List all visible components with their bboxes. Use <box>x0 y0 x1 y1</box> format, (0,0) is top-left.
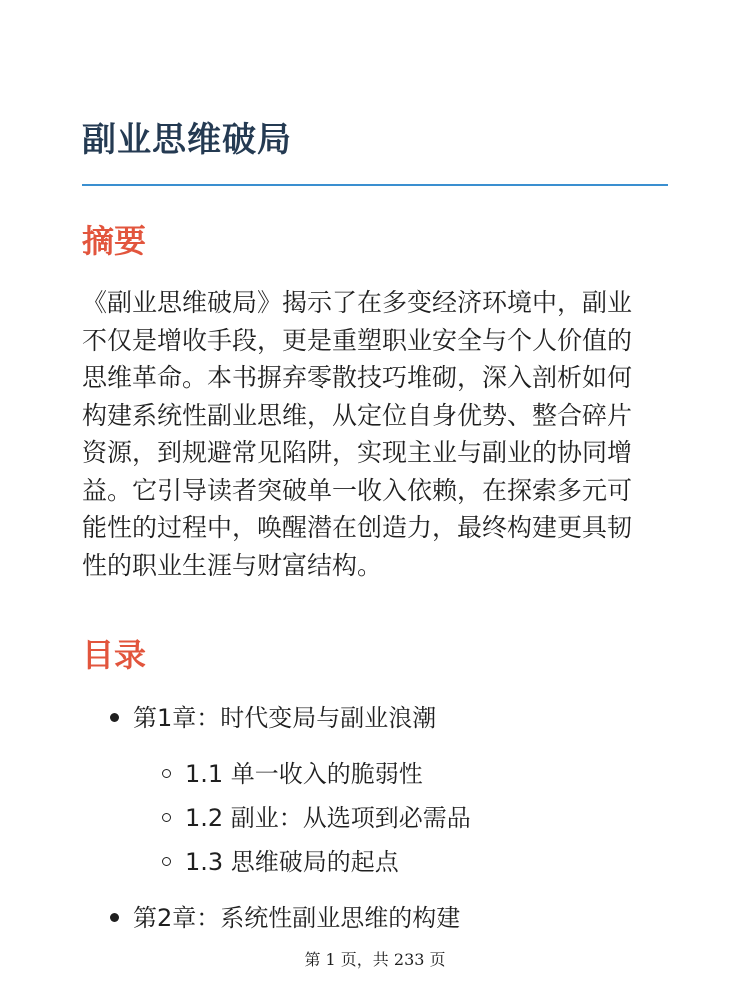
hollow-bullet-icon <box>162 769 171 778</box>
toc-section-1-3-label: 1.3 思维破局的起点 <box>185 848 399 876</box>
abstract-heading: 摘要 <box>82 222 147 260</box>
abstract-paragraph <box>82 284 670 584</box>
abstract-line: 能性的过程中，唤醒潜在创造力，最终构建更具韧 <box>82 513 633 542</box>
abstract-line: 益。它引导读者突破单一收入依赖，在探索多元可 <box>82 475 633 505</box>
hollow-bullet-icon <box>162 857 171 866</box>
filled-bullet-icon <box>110 913 119 922</box>
filled-bullet-icon <box>110 713 119 722</box>
abstract-line: 不仅是增收手段，更是重塑职业安全与个人价值的 <box>82 325 633 355</box>
abstract-line: 性的职业生涯与财富结构。 <box>82 550 383 580</box>
toc-section-1-1-label: 1.1 单一收入的脆弱性 <box>185 760 423 788</box>
toc-section-1-2-label: 1.2 副业：从选项到必需品 <box>185 804 471 832</box>
toc-section-1-2[interactable] <box>162 802 471 834</box>
toc-chapter-2[interactable] <box>110 902 460 934</box>
hollow-bullet-icon <box>162 813 171 822</box>
document-title: 副业思维破局 <box>82 120 292 160</box>
toc-chapter-2-label: 第2章：系统性副业思维的构建 <box>133 904 461 932</box>
toc-section-1-1[interactable] <box>162 758 423 790</box>
toc-section-1-3[interactable] <box>162 846 399 878</box>
abstract-line: 构建系统性副业思维，从定位自身优势、整合碎片 <box>82 400 633 430</box>
abstract-line: 思维革命。本书摒弃零散技巧堆砌，深入剖析如何 <box>82 363 633 392</box>
toc-chapter-1-label: 第1章：时代变局与副业浪潮 <box>133 704 437 732</box>
toc-heading: 目录 <box>82 636 147 674</box>
title-divider <box>82 184 668 186</box>
abstract-line: 资源，到规避常见陷阱，实现主业与副业的协同增 <box>82 438 633 467</box>
page-number-footer: 第 1 页，共 233 页 <box>304 950 446 969</box>
toc-chapter-1[interactable] <box>110 702 436 734</box>
abstract-line: 《副业思维破局》揭示了在多变经济环境中，副业 <box>82 288 633 317</box>
